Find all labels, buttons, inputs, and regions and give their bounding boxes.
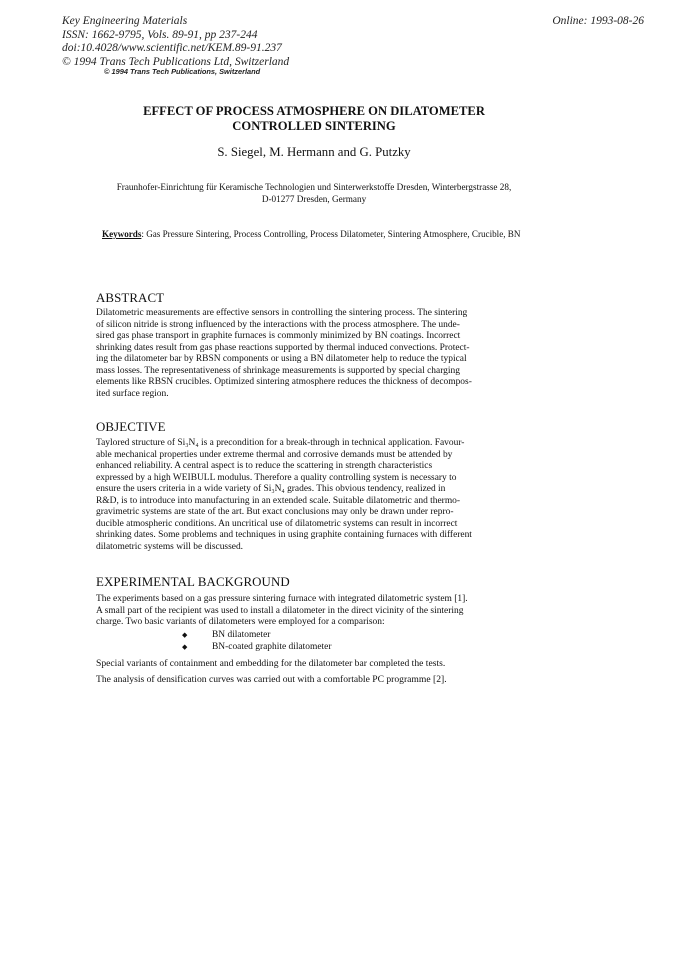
text-line: ensure the users criteria in a wide variety of Si₃N₄ grades. This obvious tendency, realized in xyxy=(96,484,446,495)
text-line: R&D, is to introduce into manufacturing in an extended scale. Suitable dilatometric and thermo- xyxy=(96,495,461,506)
text-line: ing the dilatometer bar by RBSN components or using a BN dilatometer help to reduce the typical xyxy=(96,354,467,365)
copyright-line: © 1994 Trans Tech Publications Ltd, Switzerland xyxy=(62,55,290,68)
text-line: of silicon nitride is strong influenced by the interactions with the process atmosphere. The unde- xyxy=(96,319,460,330)
text-line: The experiments based on a gas pressure sintering furnace with integrated dilatometric system [1]. xyxy=(96,594,468,604)
list-item xyxy=(182,642,332,654)
issn-line: ISSN: 1662-9795, Vols. 89-91, pp 237-244 xyxy=(62,28,258,41)
publisher-line: © 1994 Trans Tech Publications, Switzerland xyxy=(104,67,261,76)
text-line: A small part of the recipient was used to install a dilatometer in the direct vicinity of the sintering xyxy=(96,605,464,616)
objective-body xyxy=(96,438,526,553)
text-line: charge. Two basic variants of dilatometers were employed for a comparison: xyxy=(96,617,385,628)
online-date: Online: 1993-08-26 xyxy=(552,15,644,27)
experimental-heading: EXPERIMENTAL BACKGROUND xyxy=(96,575,290,589)
text-line: sired gas phase transport in graphite furnaces is commonly minimized by BN coatings. Incorrect xyxy=(96,331,461,342)
text-line: shrinking dates result from gas phase reactions supported by thermal induced convections. Protect- xyxy=(96,342,470,353)
abstract-heading: ABSTRACT xyxy=(96,291,165,305)
title-line-2: CONTROLLED SINTERING xyxy=(232,119,396,133)
affiliation-line-1: Fraunhofer-Einrichtung für Keramische Technologien und Sinterwerkstoffe Dresden, Winterbergstrasse 28, xyxy=(116,182,512,192)
text-line: ited surface region. xyxy=(96,388,169,399)
list-item-text: BN dilatometer xyxy=(212,630,271,640)
paper-title xyxy=(90,104,538,134)
text-line: elements like RBSN crucibles. Optimized sintering atmosphere reduces the thickness of decompos- xyxy=(96,377,472,388)
affiliation-line-2: D-01277 Dresden, Germany xyxy=(261,194,367,204)
text-line: expressed by a high WEIBULL modulus. Therefore a quality controlling system is necessary to xyxy=(96,472,457,483)
header-meta xyxy=(62,15,392,69)
bullet-icon: ◆ xyxy=(182,642,188,651)
text-line: enhanced reliability. A central aspect is to reduce the scattering in strength characteristics xyxy=(96,461,433,472)
dilatometer-list xyxy=(182,630,332,653)
abstract-body xyxy=(96,308,526,400)
authors: S. Siegel, M. Hermann and G. Putzky xyxy=(217,145,411,159)
text-line: Dilatometric measurements are effective sensors in controlling the sintering process. The sintering xyxy=(96,308,468,318)
list-item-text: BN-coated graphite dilatometer xyxy=(212,641,332,652)
affiliation xyxy=(90,181,538,205)
title-line-1: EFFECT OF PROCESS ATMOSPHERE ON DILATOMETER xyxy=(143,104,485,118)
text-line: ducible atmospheric conditions. An uncritical use of dilatometric systems can result in incorrect xyxy=(96,518,458,529)
text-line: shrinking dates. Some problems and techniques in using graphite containing furnaces with different xyxy=(96,530,472,541)
keywords-text: : Gas Pressure Sintering, Process Controlling, Process Dilatometer, Sintering Atmosphere, Crucible, BN xyxy=(141,229,521,239)
text-line: dilatometric systems will be discussed. xyxy=(96,541,244,552)
experimental-note-2: The analysis of densification curves was carried out with a comfortable PC programme [2]. xyxy=(96,674,447,685)
text-line: able mechanical properties under extreme thermal and corrosive demands must be attended by xyxy=(96,449,453,460)
doi-link[interactable]: doi:10.4028/www.scientific.net/KEM.89-91.237 xyxy=(62,42,282,55)
text-line: Taylored structure of Si₃N₄ is a precondition for a break-through in technical application. Favour- xyxy=(96,438,465,448)
experimental-note-1: Special variants of containment and embedding for the dilatometer bar completed the tests. xyxy=(96,658,446,669)
keywords-label: Keywords xyxy=(102,229,142,239)
experimental-body xyxy=(96,594,526,629)
journal-name: Key Engineering Materials xyxy=(62,15,188,27)
text-line: mass losses. The representativeness of shrinkage measurements is supported by special charging xyxy=(96,365,460,376)
keywords xyxy=(102,229,526,241)
text-line: gravimetric systems are state of the art. But exact conclusions may only be drawn under repro- xyxy=(96,507,454,518)
list-item xyxy=(182,630,332,642)
objective-heading: OBJECTIVE xyxy=(96,420,166,434)
bullet-icon: ◆ xyxy=(182,631,188,639)
